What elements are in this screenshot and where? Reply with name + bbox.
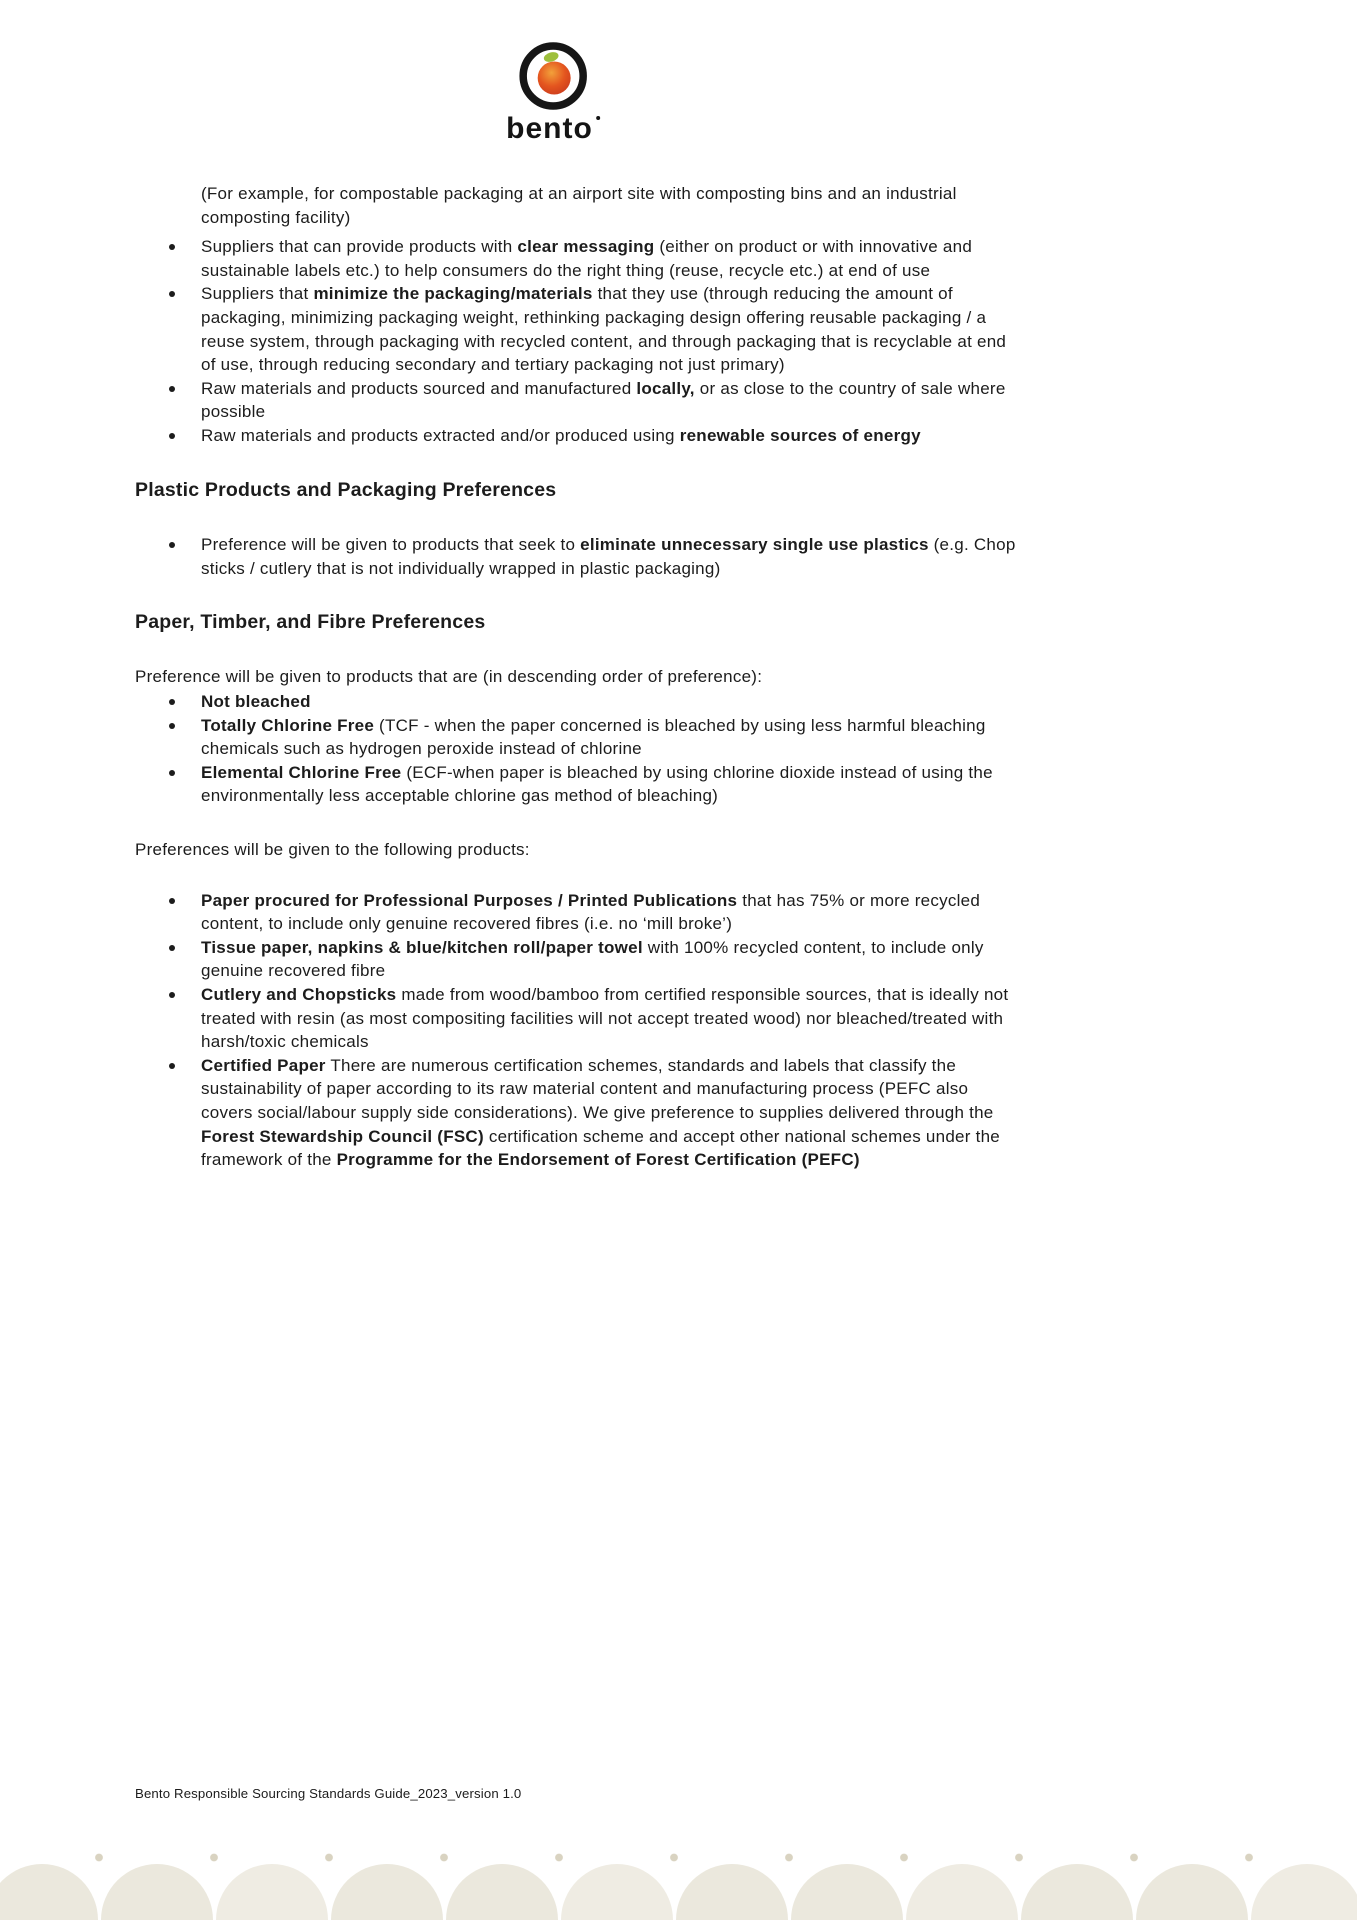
list-item-text: Raw materials and products extracted and/or produced using renewable sources of energy <box>201 425 921 445</box>
logo <box>506 34 600 144</box>
document-body <box>135 182 1019 1172</box>
paper-products-list <box>135 889 1019 1172</box>
heading-plastic-preferences: Plastic Products and Packaging Preferences <box>135 478 557 501</box>
list-item-text: Cutlery and Chopsticks made from wood/bamboo from certified responsible sources, that is ideally not treated with resin (as most compositing facilities will not accept treated wood) nor bleached/treated with harsh/toxic chemicals <box>201 985 1009 1052</box>
heading-paper-preferences: Paper, Timber, and Fibre Preferences <box>135 611 486 634</box>
list-item-text: Preference will be given to products that seek to eliminate unnecessary single use plastics (e.g. Chop sticks / cutlery that is not individually wrapped in plastic packaging) <box>201 534 1016 578</box>
bullet-icon <box>169 291 175 297</box>
bullet-icon <box>169 723 175 729</box>
bullet-icon <box>169 244 175 250</box>
bleaching-intro-paragraph: Preference will be given to products that are (in descending order of preference): <box>135 666 763 686</box>
list-item-text: Not bleached <box>201 692 311 712</box>
list-item-text: Tissue paper, napkins & blue/kitchen roll/paper towel with 100% recycled content, to include only genuine recovered fibre <box>201 937 984 981</box>
list-item-text: Suppliers that minimize the packaging/materials that they use (through reducing the amount of packaging, minimizing packaging weight, rethinking packaging design offering reusable packaging / a reuse system, through packaging with recycled content, and through packaging that is recyclable at end of use, through reducing secondary and tertiary packaging not just primary) <box>201 284 1007 375</box>
bullet-icon <box>169 945 175 951</box>
bleaching-preferences-list <box>135 690 1019 808</box>
bullet-icon <box>169 386 175 392</box>
list-item <box>201 690 1019 714</box>
continuation-paragraph: (For example, for compostable packaging at an airport site with composting bins and an industrial composting facility) <box>201 184 957 227</box>
list-item <box>201 714 1019 761</box>
scallop-circles-row <box>0 1864 1357 1920</box>
list-item <box>201 235 1019 282</box>
bullet-icon <box>169 898 175 904</box>
decorative-scallop-border <box>0 1838 1357 1920</box>
list-item-text: Certified Paper There are numerous certification schemes, standards and labels that classify the sustainability of paper according to its raw material content and manufacturing process (PEFC also covers social/labour supply side considerations). We give preference to supplies delivered through the Forest Stewardship Council (FSC) certification scheme and accept other national schemes under the framework of the Programme for the Endorsement of Forest Certification (PEFC) <box>201 1055 1001 1170</box>
bullet-icon <box>169 433 175 439</box>
document-footer: Bento Responsible Sourcing Standards Guide_2023_version 1.0 <box>135 1786 522 1801</box>
list-item <box>201 1054 1019 1172</box>
list-item-text: Elemental Chlorine Free (ECF-when paper is bleached by using chlorine dioxide instead of using the environmentally less acceptable chlorine gas method of bleaching) <box>201 762 993 806</box>
brand-wordmark <box>506 114 600 144</box>
logo-mark <box>596 116 600 120</box>
list-item-text: Raw materials and products sourced and manufactured locally, or as close to the country of sale where possible <box>201 378 1006 422</box>
bullet-icon <box>169 542 175 548</box>
plastic-preferences-list <box>135 533 1019 580</box>
bullet-icon <box>169 770 175 776</box>
list-item <box>201 761 1019 808</box>
list-item <box>201 424 1019 448</box>
list-item <box>201 983 1019 1054</box>
list-item <box>201 377 1019 424</box>
bento-logo-icon <box>516 34 590 112</box>
list-item-text: Paper procured for Professional Purposes / Printed Publications that has 75% or more recycled content, to include only genuine recovered fibres (i.e. no ‘mill broke’) <box>201 890 981 934</box>
bullet-icon <box>169 699 175 705</box>
bullet-icon <box>169 1063 175 1069</box>
products-intro-paragraph: Preferences will be given to the following products: <box>135 840 530 860</box>
supplier-preferences-list <box>135 235 1019 447</box>
list-item-text: Suppliers that can provide products with clear messaging (either on product or with innovative and sustainable labels etc.) to help consumers do the right thing (reuse, recycle etc.) at end of use <box>201 237 973 280</box>
list-item <box>201 936 1019 983</box>
scallop-dots-row <box>0 1853 1357 1862</box>
brand-text: bento <box>506 112 593 145</box>
list-item <box>201 889 1019 936</box>
bullet-icon <box>169 992 175 998</box>
list-item-text: Totally Chlorine Free (TCF - when the paper concerned is bleached by using less harmful bleaching chemicals such as hydrogen peroxide instead of chlorine <box>201 715 986 759</box>
list-item <box>201 533 1019 580</box>
list-item <box>201 282 1019 376</box>
